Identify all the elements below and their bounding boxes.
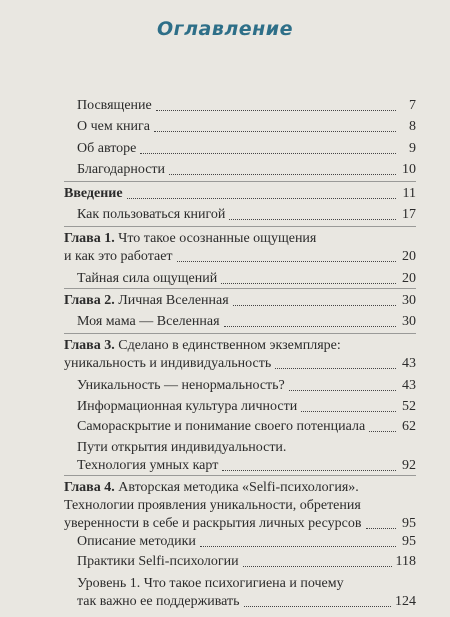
toc-entry[interactable] — [77, 398, 416, 416]
entry-title: так важно ее поддерживать — [77, 594, 240, 609]
entry-title: О чем книга — [77, 119, 150, 134]
entry-title: уникальность и индивидуальность — [64, 356, 272, 371]
entry-title: Личная Вселенная — [118, 293, 229, 308]
dot-leader — [369, 431, 396, 432]
toc-entry[interactable] — [77, 118, 416, 136]
page-number: 92 — [402, 458, 416, 473]
entry-title: Технология умных карт — [77, 458, 219, 473]
toc-entry[interactable] — [64, 337, 416, 373]
toc-entry[interactable] — [77, 97, 416, 115]
section-divider — [64, 333, 416, 334]
page-number: 124 — [395, 594, 416, 609]
entry-title: уверенности в себе и раскрытия личных ресурсов — [64, 516, 362, 531]
dot-leader — [243, 566, 392, 567]
section-divider — [64, 181, 416, 182]
entry-title: Тайная сила ощущений — [77, 271, 218, 286]
toc-entry[interactable] — [64, 479, 416, 533]
section-divider — [64, 288, 416, 289]
entry-title: Технологии проявления уникальности, обретения — [64, 498, 361, 513]
page-number: 20 — [402, 249, 416, 264]
dot-leader — [244, 606, 391, 607]
dot-leader — [222, 470, 396, 471]
entry-title: и как это работает — [64, 249, 173, 264]
page-number: 95 — [402, 534, 416, 549]
dot-leader — [233, 305, 396, 306]
entry-title: Благодарности — [77, 162, 166, 177]
page-number: 17 — [402, 207, 416, 222]
page-number: 43 — [402, 356, 416, 371]
page-number: 30 — [402, 314, 416, 329]
toc-entry[interactable] — [77, 377, 416, 395]
dot-leader — [221, 283, 396, 284]
section-divider — [64, 226, 416, 227]
entry-title: Посвящение — [77, 98, 152, 113]
page-number: 95 — [402, 516, 416, 531]
toc-entry[interactable] — [77, 313, 416, 331]
entry-title: Описание методики — [77, 534, 196, 549]
page-number: 11 — [402, 186, 416, 201]
toc-entry[interactable] — [64, 292, 416, 310]
toc-entry[interactable] — [77, 418, 416, 436]
page-number: 30 — [402, 293, 416, 308]
toc-entry[interactable] — [77, 439, 416, 475]
dot-leader — [224, 326, 396, 327]
entry-title: Что такое осознанные ощущения — [118, 231, 317, 246]
entry-title: Самораскрытие и понимание своего потенциала — [77, 419, 366, 434]
page-number: 118 — [395, 554, 416, 569]
dot-leader — [301, 411, 396, 412]
toc-entry[interactable] — [64, 230, 416, 266]
page-number: 20 — [402, 271, 416, 286]
dot-leader — [154, 131, 396, 132]
toc-entry[interactable] — [77, 140, 416, 158]
toc-entry[interactable] — [77, 206, 416, 224]
chapter-label: Глава 2. — [64, 293, 115, 308]
entry-title: Уровень 1. Что такое психогигиена и почему — [77, 576, 344, 591]
dot-leader — [200, 546, 396, 547]
dot-leader — [127, 198, 396, 199]
dot-leader — [177, 261, 396, 262]
chapter-label: Введение — [64, 186, 123, 201]
page-number: 52 — [402, 399, 416, 414]
dot-leader — [366, 528, 397, 529]
entry-title: Авторская методика «Selfi-психология». — [118, 480, 359, 495]
toc-entry[interactable] — [77, 161, 416, 179]
entry-title: Как пользоваться книгой — [77, 207, 226, 222]
entry-title: Моя мама — Вселенная — [77, 314, 220, 329]
toc-entry[interactable] — [77, 553, 416, 571]
section-divider — [64, 475, 416, 476]
entry-title: Сделано в единственном экземпляре: — [118, 338, 341, 353]
toc-entry[interactable] — [77, 533, 416, 551]
dot-leader — [140, 153, 396, 154]
page-number: 9 — [409, 141, 416, 156]
page-number: 10 — [402, 162, 416, 177]
chapter-label: Глава 1. — [64, 231, 115, 246]
page-number: 7 — [409, 98, 416, 113]
page-number: 8 — [409, 119, 416, 134]
toc-entry[interactable] — [64, 185, 416, 203]
toc-entry[interactable] — [77, 270, 416, 288]
page-title: Оглавление — [157, 18, 293, 40]
dot-leader — [289, 390, 396, 391]
entry-title: Об авторе — [77, 141, 137, 156]
dot-leader — [229, 219, 396, 220]
dot-leader — [169, 174, 396, 175]
entry-title: Уникальность — ненормальность? — [77, 378, 285, 393]
page-number: 62 — [402, 419, 416, 434]
dot-leader — [275, 368, 396, 369]
dot-leader — [156, 110, 396, 111]
entry-title: Практики Selfi-психологии — [77, 554, 239, 569]
page-number: 43 — [402, 378, 416, 393]
entry-title: Информационная культура личности — [77, 399, 298, 414]
chapter-label: Глава 4. — [64, 480, 115, 495]
chapter-label: Глава 3. — [64, 338, 115, 353]
toc-entry[interactable] — [77, 575, 416, 611]
entry-title: Пути открытия индивидуальности. — [77, 440, 287, 455]
